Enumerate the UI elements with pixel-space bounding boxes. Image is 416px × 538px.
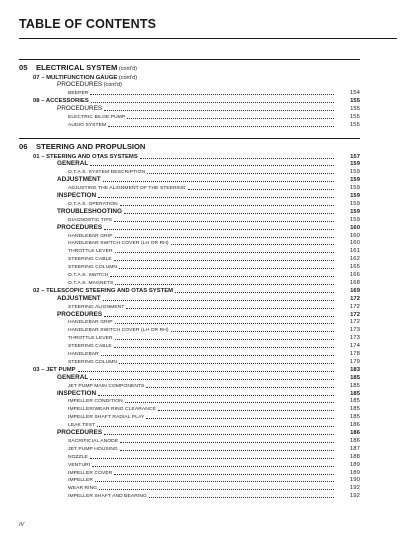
toc-entry-label — [68, 494, 147, 499]
dot-leader — [175, 291, 334, 293]
dot-leader — [149, 496, 334, 498]
dot-leader — [108, 125, 334, 127]
toc-entry-label — [33, 288, 173, 294]
toc-entry-label — [68, 202, 118, 207]
dot-leader — [97, 425, 334, 427]
toc-page-number: 155 — [350, 106, 360, 113]
toc-page-number: 186 — [349, 437, 360, 444]
toc-entry-text: PROCEDURES — [57, 105, 103, 113]
toc-entry-label — [68, 281, 113, 286]
section-number: 06 — [19, 142, 28, 151]
toc-entry-label — [57, 105, 102, 112]
toc-entry-text: PROCEDURES — [57, 429, 103, 436]
toc-entry-label — [68, 170, 145, 175]
toc-page-number: 172 — [350, 295, 360, 302]
toc-entry-label — [57, 192, 96, 199]
toc-page-number: 161 — [349, 248, 360, 255]
dot-leader — [119, 362, 334, 364]
toc-entry-text: 03 – JET PUMP — [33, 366, 76, 373]
toc-entry-text: THROTTLE LEVER — [68, 249, 113, 255]
toc-entry-subsection[interactable] — [0, 287, 416, 294]
dot-leader — [104, 109, 334, 111]
dot-leader — [104, 433, 334, 435]
toc-entry-label — [57, 224, 102, 231]
toc-page-number: 154 — [349, 90, 360, 97]
toc-entry-label — [68, 447, 118, 452]
toc-page-number: 159 — [349, 169, 360, 176]
dot-leader — [120, 449, 334, 451]
toc-entry-item[interactable] — [0, 113, 416, 120]
toc-page-number: 172 — [350, 311, 360, 318]
toc-entry-label — [68, 218, 112, 223]
dot-leader — [90, 378, 334, 380]
toc-entry-text: STEERING CABLE — [68, 344, 112, 350]
dot-leader — [115, 251, 334, 253]
toc-entry-heading[interactable] — [0, 295, 416, 302]
toc-entry-text: TROUBLESHOOTING — [57, 207, 122, 215]
toc-page-number: 159 — [350, 193, 360, 199]
toc-entry-text: O.T.A.S. OPERATION — [68, 201, 118, 207]
toc-page-number: 188 — [349, 453, 360, 460]
toc-page-number: 185 — [350, 374, 360, 381]
toc-entry-text: GENERAL — [57, 160, 89, 168]
toc-entry-heading[interactable] — [0, 208, 416, 215]
dot-leader — [98, 394, 334, 396]
section-rule — [19, 138, 360, 139]
toc-entry-heading[interactable] — [0, 224, 416, 231]
dot-leader — [124, 212, 334, 214]
toc-page-number: 185 — [349, 414, 360, 421]
toc-entry-label — [68, 265, 117, 270]
toc-entry-text: O.T.A.S. MAGNETS — [68, 280, 114, 286]
toc-entry-item[interactable] — [0, 168, 416, 175]
toc-page-number: 166 — [349, 272, 360, 278]
dot-leader — [104, 315, 334, 317]
toc-entry-text: HANDLEBAR GRIP — [68, 233, 113, 239]
dot-leader — [119, 267, 334, 269]
toc-entry-text: STEERING COLUMN — [68, 265, 118, 271]
dot-leader — [114, 473, 334, 475]
dot-leader — [114, 259, 334, 261]
toc-page-number: 178 — [349, 351, 360, 357]
toc-entry-text: 01 – STEERING AND OTAS SYSTEMS — [33, 153, 138, 160]
toc-entry-text: STEERING CABLE — [68, 257, 112, 263]
section-heading — [0, 143, 416, 151]
dot-leader — [146, 417, 334, 419]
toc-entry-label — [57, 295, 101, 302]
toc-entry-label — [57, 176, 101, 183]
toc-entry-text: DIAGNOSTIC TIPS — [68, 217, 113, 223]
toc-entry-text: INSPECTION — [57, 192, 97, 199]
toc-page-number: 160 — [349, 240, 360, 247]
toc-entry-text: WEAR RING — [68, 486, 98, 492]
toc-entry-item[interactable] — [0, 405, 416, 412]
dot-leader — [140, 157, 334, 159]
dot-leader — [90, 93, 334, 95]
toc-entry-label — [68, 407, 156, 412]
toc-entry-label — [33, 154, 138, 160]
dot-leader — [115, 338, 334, 340]
toc-page-number: 169 — [350, 287, 360, 294]
dot-leader — [120, 441, 334, 443]
toc-entry-heading[interactable] — [0, 192, 416, 199]
toc-entry-label — [68, 186, 186, 191]
toc-page-number: 160 — [349, 232, 360, 239]
toc-entry-item[interactable] — [0, 342, 416, 349]
dot-leader — [90, 164, 334, 166]
dot-leader — [99, 488, 334, 490]
toc-entry-text: HANDLEBAR SWITCH COVER (LH OR RH) — [68, 241, 169, 247]
toc-entry-text: 02 – TELESCOPIC STEERING AND OTAS SYSTEM — [33, 287, 174, 294]
toc-entry-heading[interactable] — [0, 105, 416, 112]
dot-leader — [125, 401, 334, 403]
toc-entry-text: 08 – ACCESSORIES — [33, 98, 89, 105]
toc-page-number: 155 — [349, 114, 360, 120]
toc-entry-text: NOZZLE — [68, 454, 88, 460]
toc-entry-item[interactable] — [0, 239, 416, 246]
toc-entry-text: IMPELLER SHAFT RADIAL PLAY — [68, 415, 145, 421]
dot-leader — [115, 322, 334, 324]
toc-page-number: 173 — [349, 327, 360, 334]
toc-entry-label — [33, 367, 76, 373]
section-title — [36, 142, 145, 151]
toc-page-number: 172 — [349, 319, 360, 326]
toc-entry-label — [68, 352, 99, 357]
toc-entry-item[interactable] — [0, 445, 416, 452]
page-title: TABLE OF CONTENTS — [19, 17, 157, 31]
dot-leader — [104, 228, 334, 230]
toc-entry-item[interactable] — [0, 334, 416, 341]
toc-entry-text: STEERING ALIGNMENT — [68, 304, 125, 310]
toc-entry-text: ADJUSTING THE ALIGNMENT OF THE STEERING — [68, 186, 186, 192]
toc-entry-item[interactable] — [0, 318, 416, 325]
toc-entry-label — [68, 273, 108, 278]
toc-entry-text: ELECTRIC BILGE PUMP — [68, 115, 126, 120]
toc-entry-label — [57, 208, 122, 215]
toc-entry-label — [68, 423, 95, 428]
toc-page-number: 187 — [349, 445, 360, 452]
dot-leader — [114, 346, 334, 348]
toc-entry-text: HANDLEBAR GRIP — [68, 320, 113, 326]
section-heading — [0, 64, 416, 72]
toc-entry-label — [68, 463, 90, 468]
toc-entry-subsection[interactable] — [0, 74, 416, 81]
section-title-suffix: (cont'd) — [117, 66, 137, 72]
toc-entry-label — [68, 320, 113, 325]
toc-entry-label — [68, 486, 97, 491]
toc-entry-label — [33, 98, 89, 104]
toc-entry-label — [68, 115, 125, 120]
dot-leader — [98, 196, 334, 198]
toc-entry-label — [57, 390, 96, 397]
toc-entry-label — [68, 384, 144, 389]
toc-entry-label — [68, 234, 113, 239]
toc-entry-item[interactable] — [0, 358, 416, 365]
toc-entry-item[interactable] — [0, 89, 416, 96]
toc-entry-item[interactable] — [0, 200, 416, 207]
toc-entry-item[interactable] — [0, 469, 416, 476]
toc-entry-text: PROCEDURES — [57, 223, 103, 231]
toc-entry-item[interactable] — [0, 271, 416, 278]
toc-entry-item[interactable] — [0, 303, 416, 310]
toc-entry-text: PROCEDURES — [57, 310, 103, 318]
page-number-footer: IV — [19, 522, 25, 528]
dot-leader — [171, 330, 334, 332]
toc-entry-item[interactable] — [0, 413, 416, 420]
toc-page-number: 185 — [349, 406, 360, 413]
toc-page-number: 186 — [350, 430, 360, 436]
dot-leader — [126, 307, 334, 309]
toc-entry-label — [68, 91, 88, 96]
toc-entry-subsection[interactable] — [0, 366, 416, 373]
toc-entry-heading[interactable] — [0, 374, 416, 381]
toc-entry-text: O.T.A.S. SYSTEM DESCRIPTION — [68, 170, 146, 176]
toc-entry-item[interactable] — [0, 397, 416, 404]
section-title-text: ELECTRICAL SYSTEM — [36, 63, 118, 72]
toc-entry-heading[interactable] — [0, 429, 416, 436]
toc-entry-heading[interactable] — [0, 390, 416, 397]
toc-entry-label — [68, 336, 113, 341]
toc-entry-text: IMPELLER SHAFT AND BEARING — [68, 494, 147, 500]
toc-entry-text: IMPELLER — [68, 478, 93, 484]
title-rule — [19, 38, 397, 39]
toc-entry-text: THROTTLE LEVER — [68, 336, 113, 342]
toc-entry-item[interactable] — [0, 437, 416, 444]
toc-entry-text: ADJUSTMENT — [57, 176, 101, 184]
toc-entry-label — [68, 439, 118, 444]
toc-entry-item[interactable] — [0, 247, 416, 254]
toc-page-number: 159 — [349, 216, 360, 223]
toc-entry-item[interactable] — [0, 216, 416, 223]
toc-entry-label — [57, 81, 122, 88]
toc-entry-item[interactable] — [0, 484, 416, 491]
toc-entry-text: IMPELLER CONDITION — [68, 399, 123, 405]
section-rule — [19, 59, 360, 60]
toc-page-number: 185 — [349, 398, 360, 405]
toc-entry-text: HANDLEBAR — [68, 352, 99, 357]
section-title-text: STEERING AND PROPULSION — [36, 142, 146, 151]
toc-entry-heading[interactable] — [0, 81, 416, 88]
toc-page-number: 179 — [349, 358, 360, 365]
toc-entry-text: HANDLEBAR SWITCH COVER (LH OR RH) — [68, 328, 169, 334]
toc-entry-text: BEEPER — [68, 91, 89, 97]
toc-entry-item[interactable] — [0, 255, 416, 262]
dot-leader — [127, 117, 334, 119]
toc-entry-text: JET PUMP HOUSING — [68, 446, 118, 452]
toc-entry-label — [68, 399, 123, 404]
toc-entry-text: STEERING COLUMN — [68, 359, 118, 365]
toc-entry-subsection[interactable] — [0, 97, 416, 104]
dot-leader — [120, 204, 334, 206]
toc-page-number: 189 — [349, 469, 360, 476]
toc-entry-heading[interactable] — [0, 311, 416, 318]
toc-entry-label — [68, 455, 88, 460]
toc-entry-item[interactable] — [0, 350, 416, 357]
toc-page-number: 189 — [349, 461, 360, 468]
section-number: 05 — [19, 63, 28, 72]
toc-page-number: 162 — [349, 256, 360, 263]
toc-entry-label — [68, 471, 112, 476]
dot-leader — [146, 386, 334, 388]
toc-entry-text: VENTURI — [68, 462, 91, 468]
toc-entry-text: IMPELLER/WEAR RING CLEARANCE — [68, 407, 156, 413]
toc-page-number: 159 — [349, 185, 360, 192]
toc-page-number: 159 — [349, 200, 360, 207]
toc-page-number: 183 — [350, 366, 360, 373]
toc-entry-text: IMPELLER COVER — [68, 470, 113, 476]
toc-page-number: 165 — [349, 264, 360, 271]
toc-entry-label — [68, 241, 169, 246]
toc-entry-suffix: (cont'd) — [102, 82, 122, 89]
toc-entry-label — [68, 360, 117, 365]
toc-page-number: 190 — [349, 477, 360, 484]
toc-entry-label — [57, 311, 102, 318]
toc-page-number: 155 — [350, 98, 360, 105]
section-title — [36, 63, 137, 72]
toc-entry-heading[interactable] — [0, 160, 416, 167]
dot-leader — [103, 299, 334, 301]
toc-entry-item[interactable] — [0, 476, 416, 483]
toc-page-number: 174 — [349, 343, 360, 350]
toc-entry-text: JET PUMP MAIN COMPONENTS — [68, 383, 145, 389]
toc-entry-label — [68, 344, 112, 349]
toc-entry-label — [68, 478, 93, 483]
toc-entry-item[interactable] — [0, 461, 416, 468]
toc-entry-text: 07 – MULTIFUNCTION GAUGE — [33, 74, 118, 81]
toc-entry-text: ADJUSTMENT — [57, 294, 101, 302]
toc-entry-item[interactable] — [0, 121, 416, 128]
dot-leader — [78, 370, 334, 372]
dot-leader — [92, 465, 334, 467]
toc-entry-text: O.T.A.S. SWITCH — [68, 273, 109, 278]
toc-page-number: 192 — [349, 485, 360, 492]
toc-page-number: 192 — [349, 493, 360, 500]
toc-entry-label — [57, 429, 102, 436]
toc-entry-heading[interactable] — [0, 176, 416, 183]
dot-leader — [91, 101, 334, 103]
toc-entry-item[interactable] — [0, 382, 416, 389]
toc-entry-label — [68, 257, 112, 262]
toc-entry-text: LEAK TEST — [68, 423, 96, 429]
toc-entry-text: AUDIO SYSTEM — [68, 122, 107, 128]
toc-entry-label — [57, 160, 88, 167]
toc-entry-item[interactable] — [0, 232, 416, 239]
dot-leader — [90, 457, 334, 459]
toc-page-number: 159 — [350, 161, 360, 168]
dot-leader — [103, 180, 334, 182]
toc-page-number: 155 — [349, 121, 360, 128]
toc-entry-label — [68, 249, 113, 254]
toc-entry-text: SACRIFICIAL ANODE — [68, 438, 119, 444]
dot-leader — [101, 354, 334, 356]
dot-leader — [115, 236, 334, 238]
dot-leader — [110, 275, 334, 277]
dot-leader — [147, 172, 334, 174]
toc-page-number: 172 — [349, 303, 360, 310]
toc-entry-item[interactable] — [0, 184, 416, 191]
toc-entry-text: GENERAL — [57, 373, 89, 381]
toc-entry-item[interactable] — [0, 326, 416, 333]
toc-page-number: 186 — [349, 422, 360, 429]
toc-page-number: 185 — [349, 382, 360, 389]
toc-entry-label — [68, 328, 169, 333]
toc-page-number: 159 — [350, 208, 360, 215]
toc-entry-item[interactable] — [0, 492, 416, 499]
toc-page-number: 160 — [350, 224, 360, 231]
toc-entry-label — [68, 415, 144, 420]
toc-entry-suffix: (cont'd) — [117, 74, 138, 81]
toc-page-number: 159 — [350, 177, 360, 184]
dot-leader — [171, 243, 334, 245]
toc-entry-text: PROCEDURES — [57, 81, 103, 89]
toc-entry-label — [57, 374, 88, 381]
dot-leader — [158, 409, 334, 411]
toc-entry-item[interactable] — [0, 279, 416, 286]
dot-leader — [115, 283, 334, 285]
toc-entry-label — [68, 305, 124, 310]
dot-leader — [114, 220, 334, 222]
dot-leader — [188, 188, 334, 190]
toc-page-number: 185 — [350, 390, 360, 397]
toc-entry-item[interactable] — [0, 453, 416, 460]
toc-entry-text: INSPECTION — [57, 389, 97, 397]
toc-entry-item[interactable] — [0, 421, 416, 428]
toc-entry-label — [68, 123, 106, 128]
toc-page-number: 157 — [350, 153, 360, 160]
toc-entry-item[interactable] — [0, 263, 416, 270]
dot-leader — [95, 480, 334, 482]
toc-page-number: 173 — [349, 335, 360, 342]
toc-entry-label — [33, 75, 137, 81]
toc-page-number: 168 — [349, 279, 360, 286]
toc-entry-subsection[interactable] — [0, 153, 416, 160]
